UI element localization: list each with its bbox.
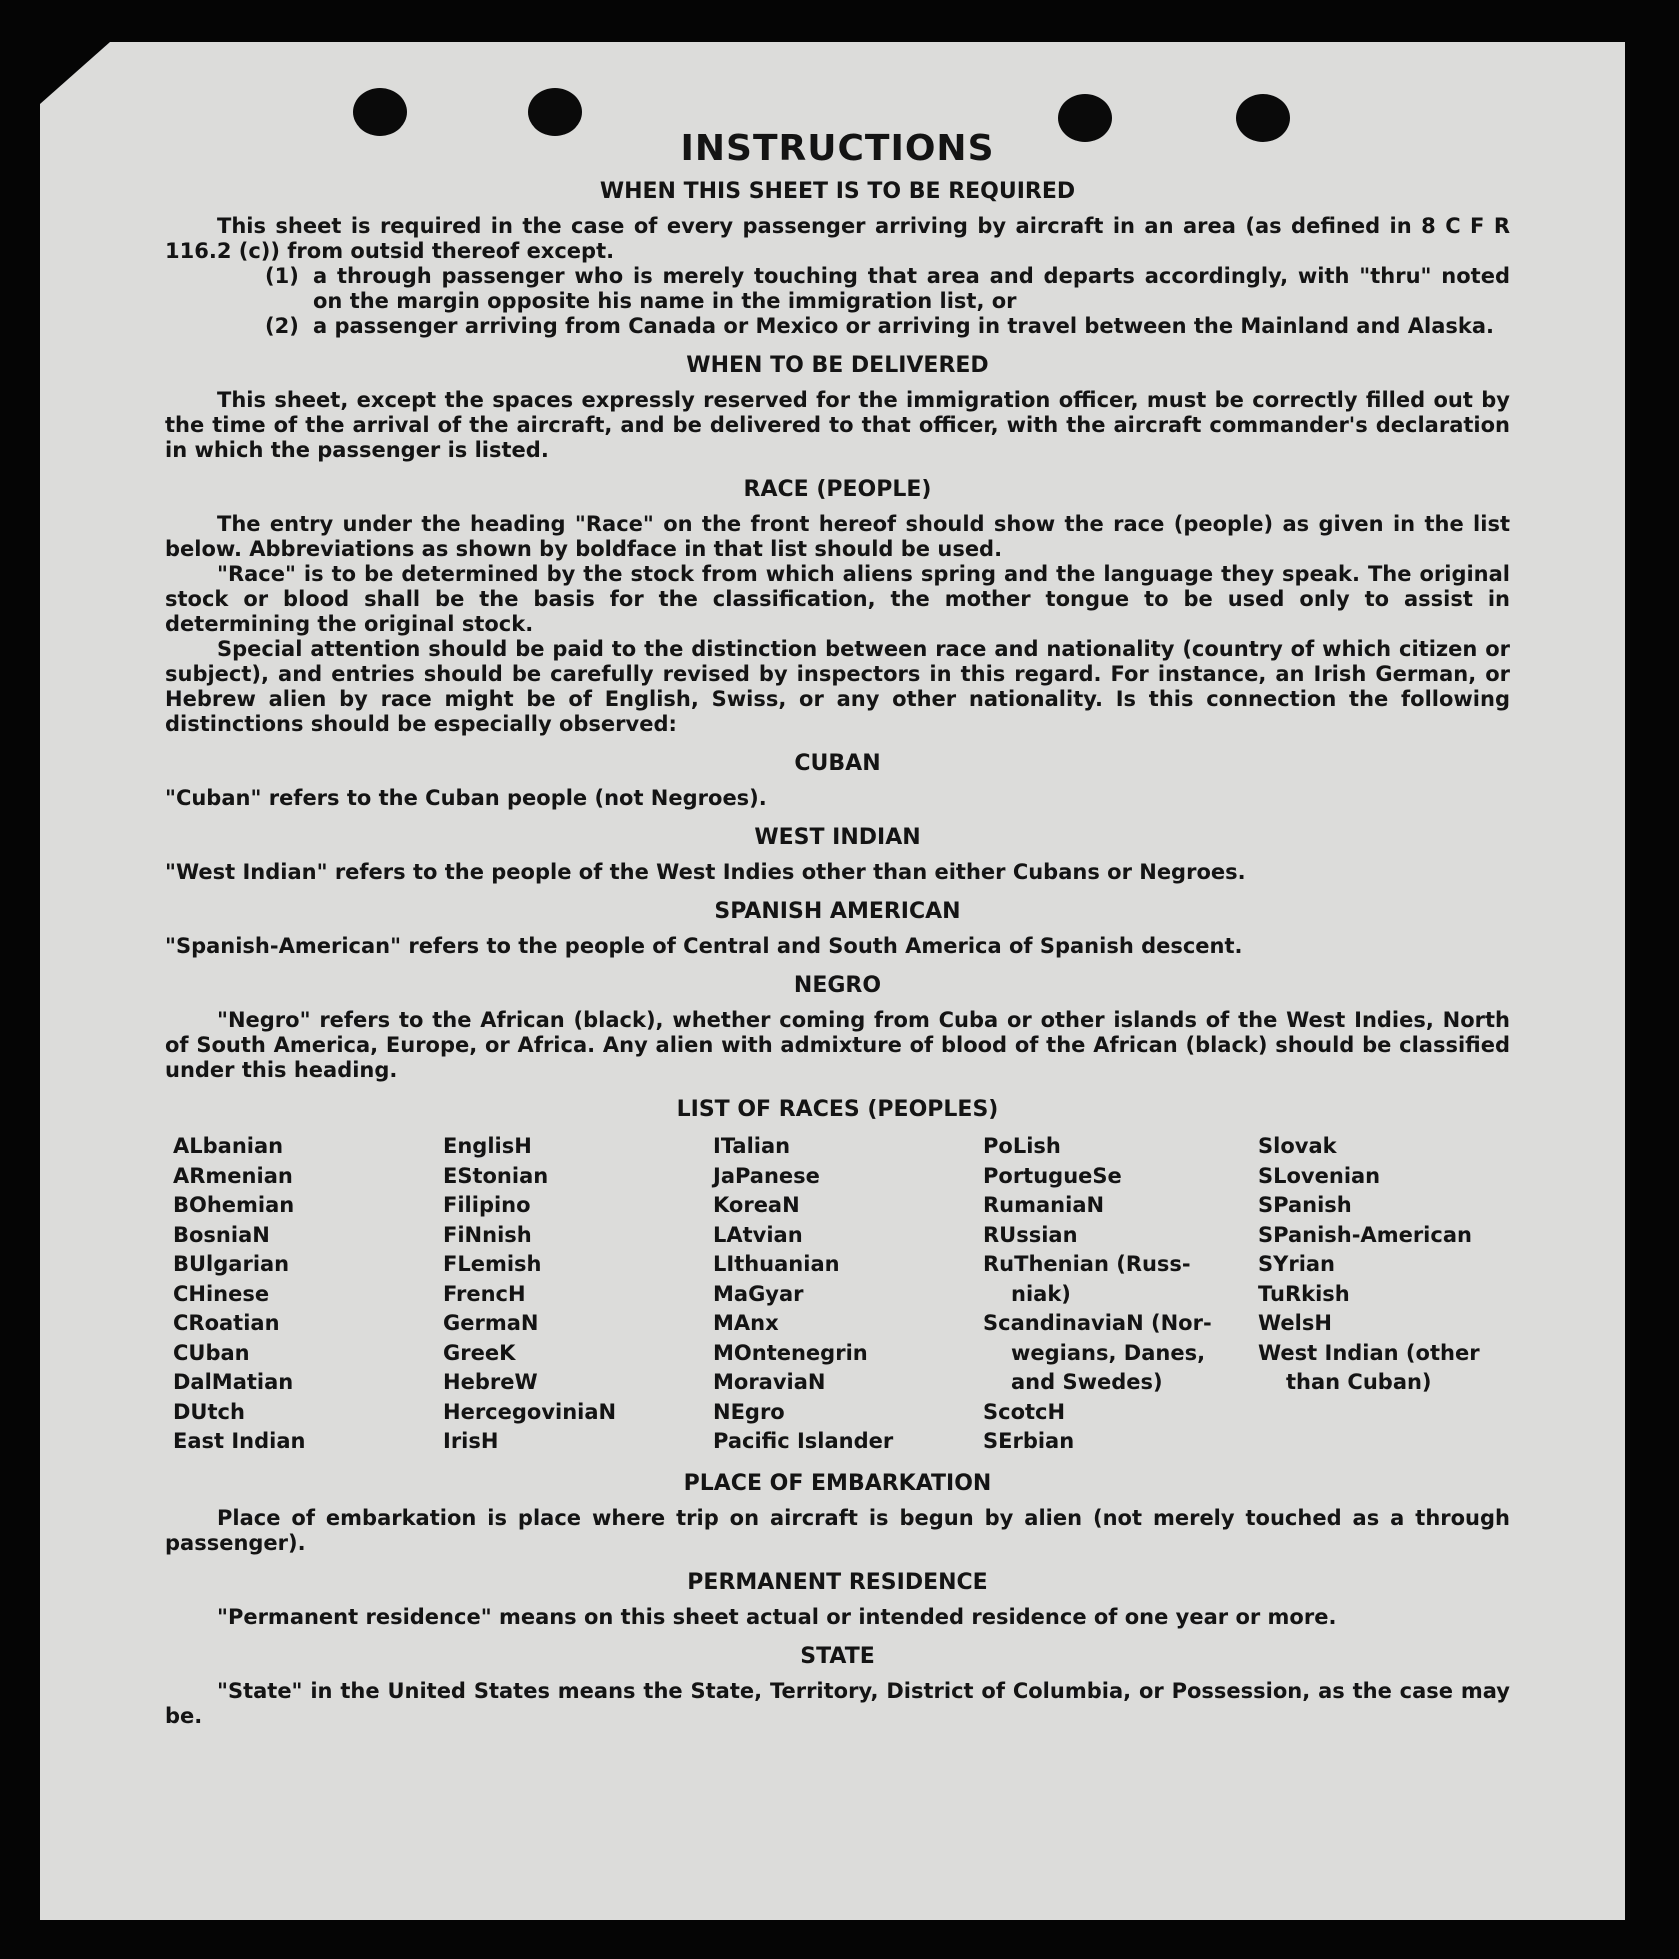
paragraph-negro: "Negro" refers to the African (black), whether coming from Cuba or other islands of the West Indies, North of South America, Europe, or Africa. Any alien with admixture of blood of the African (black) should be classified under this heading. xyxy=(165,1008,1510,1082)
race-entry: HercegoviniaN xyxy=(443,1399,617,1424)
races-column xyxy=(983,1132,1258,1457)
race-entry: niak) xyxy=(1011,1281,1071,1306)
heading-permanent-residence: PERMANENT RESIDENCE xyxy=(687,1569,988,1595)
race-entry: SLovenian xyxy=(1258,1163,1381,1188)
race-entry: RumaniaN xyxy=(983,1193,1105,1217)
heading-cuban: CUBAN xyxy=(794,751,881,776)
race-entry: BosniaN xyxy=(173,1222,270,1247)
race-entry: DUtch xyxy=(173,1399,245,1424)
heading-spanish-american: SPANISH AMERICAN xyxy=(714,899,961,924)
race-entry: CHinese xyxy=(173,1281,270,1306)
paragraph-west-indian: "West Indian" refers to the people of the West Indies other than either Cubans or Negroes. xyxy=(165,860,1246,884)
race-entry: PoLish xyxy=(983,1134,1061,1158)
race-entry: HebreW xyxy=(443,1370,538,1394)
race-entry: BOhemian xyxy=(173,1193,295,1217)
race-entry: LAtvian xyxy=(713,1222,803,1247)
race-entry: than Cuban) xyxy=(1286,1370,1432,1394)
race-entry: Slovak xyxy=(1258,1134,1337,1158)
races-column xyxy=(713,1132,983,1457)
race-entry: MoraviaN xyxy=(713,1370,826,1394)
race-entry: ScandinaviaN (Nor- xyxy=(983,1311,1212,1335)
heading-when-required: WHEN THIS SHEET IS TO BE REQUIRED xyxy=(599,179,1076,204)
races-list xyxy=(173,1132,1510,1457)
race-entry: ARmenian xyxy=(173,1163,293,1188)
list-item-exception-1: (1) a through passenger who is merely touching that area and departs accordingly, with "thru" noted on the margin opposite his name in the immigration list, or xyxy=(265,264,1510,313)
heading-race: RACE (PEOPLE) xyxy=(743,477,932,502)
race-entry: LIthuanian xyxy=(713,1252,840,1276)
paragraph-race: The entry under the heading "Race" on the front hereof should show the race (people) as given in the list below. Abbreviations as shown by boldface in that list should be used. xyxy=(165,512,1510,561)
paragraph-race: Special attention should be paid to the distinction between race and nationality (country of which citizen or subject), and entries should be carefully revised by inspectors in this regard. For instance, an Irish German, or Hebrew alien by race might be of English, Swiss, or any other nationality. Is this connection the following distinctions should be especially observed: xyxy=(165,637,1510,736)
race-entry: West Indian (other xyxy=(1258,1340,1480,1365)
race-entry: ALbanian xyxy=(173,1134,284,1158)
paragraph-when-delivered: This sheet, except the spaces expressly reserved for the immigration officer, must be correctly filled out by the time of the arrival of the aircraft, and be delivered to that officer, with the aircraft commander's declaration in which the passenger is listed. xyxy=(165,388,1510,462)
race-entry: MAnx xyxy=(713,1311,779,1335)
heading-place-of-embarkation: PLACE OF EMBARKATION xyxy=(683,1470,992,1496)
races-column xyxy=(173,1132,443,1457)
race-entry: PortugueSe xyxy=(983,1163,1122,1188)
race-entry: Pacific Islander xyxy=(713,1429,894,1453)
race-entry: TuRkish xyxy=(1258,1281,1350,1306)
heading-list-of-races: LIST OF RACES (PEOPLES) xyxy=(676,1097,999,1122)
paragraph-when-required: This sheet is required in the case of every passenger arriving by aircraft in an area (as defined in 8 C F R 116.2 (c)) from outsid thereof except. xyxy=(165,214,1510,263)
race-entry: JaPanese xyxy=(713,1163,820,1188)
race-entry: FLemish xyxy=(443,1252,542,1276)
race-entry: SPanish xyxy=(1258,1193,1352,1217)
race-entry: EStonian xyxy=(443,1163,549,1188)
race-entry: FrencH xyxy=(443,1281,526,1306)
race-entry: IrisH xyxy=(443,1429,499,1453)
races-column xyxy=(443,1132,713,1457)
heading-when-delivered: WHEN TO BE DELIVERED xyxy=(686,353,989,378)
race-entry: WelsH xyxy=(1258,1311,1332,1335)
race-entry: EnglisH xyxy=(443,1134,532,1158)
race-entry: SErbian xyxy=(983,1429,1075,1453)
race-entry: wegians, Danes, xyxy=(1011,1340,1206,1365)
list-item-exception-2: (2) a passenger arriving from Canada or Mexico or arriving in travel between the Mainland and Alaska. xyxy=(265,314,1494,338)
race-entry: RuThenian (Russ- xyxy=(983,1252,1191,1276)
paragraph-state: "State" in the United States means the State, Territory, District of Columbia, or Possession, as the case may be. xyxy=(165,1678,1510,1728)
heading-state: STATE xyxy=(800,1643,875,1669)
race-entry: FiNnish xyxy=(443,1222,532,1247)
race-entry: and Swedes) xyxy=(1011,1370,1163,1394)
race-entry: East Indian xyxy=(173,1429,306,1453)
race-entry: ITalian xyxy=(713,1134,791,1158)
paragraph-permanent-residence: "Permanent residence" means on this sheet actual or intended residence of one year or more. xyxy=(217,1604,1337,1629)
heading-west-indian: WEST INDIAN xyxy=(754,825,921,850)
race-entry: DalMatian xyxy=(173,1370,294,1394)
race-entry: KoreaN xyxy=(713,1193,800,1217)
race-entry: NEgro xyxy=(713,1399,785,1424)
paragraph-place-of-embarkation: Place of embarkation is place where trip on aircraft is begun by alien (not merely touched as a through passenger). xyxy=(165,1505,1510,1555)
race-entry: GermaN xyxy=(443,1311,539,1335)
race-entry: CUban xyxy=(173,1340,250,1365)
race-entry: Filipino xyxy=(443,1193,531,1217)
race-entry: CRoatian xyxy=(173,1311,280,1335)
paragraph-race: "Race" is to be determined by the stock from which aliens spring and the language they speak. The original stock or blood shall be the basis for the classification, the mother tongue to be used only to assist in determining the original stock. xyxy=(165,562,1510,636)
paragraph-spanish-american: "Spanish-American" refers to the people of Central and South America of Spanish descent. xyxy=(165,934,1243,958)
paragraph-cuban: "Cuban" refers to the Cuban people (not Negroes). xyxy=(165,786,767,810)
races-column xyxy=(1258,1132,1518,1457)
race-entry: SPanish-American xyxy=(1258,1222,1472,1247)
race-entry: GreeK xyxy=(443,1340,516,1365)
race-entry: ScotcH xyxy=(983,1399,1066,1424)
race-entry: BUlgarian xyxy=(173,1252,290,1276)
page-title: INSTRUCTIONS xyxy=(680,128,995,169)
race-entry: RUssian xyxy=(983,1222,1078,1247)
race-entry: MaGyar xyxy=(713,1281,804,1306)
race-entry: SYrian xyxy=(1258,1252,1336,1276)
heading-negro: NEGRO xyxy=(793,973,882,998)
instructions-content xyxy=(165,128,1510,1729)
race-entry: MOntenegrin xyxy=(713,1340,868,1365)
